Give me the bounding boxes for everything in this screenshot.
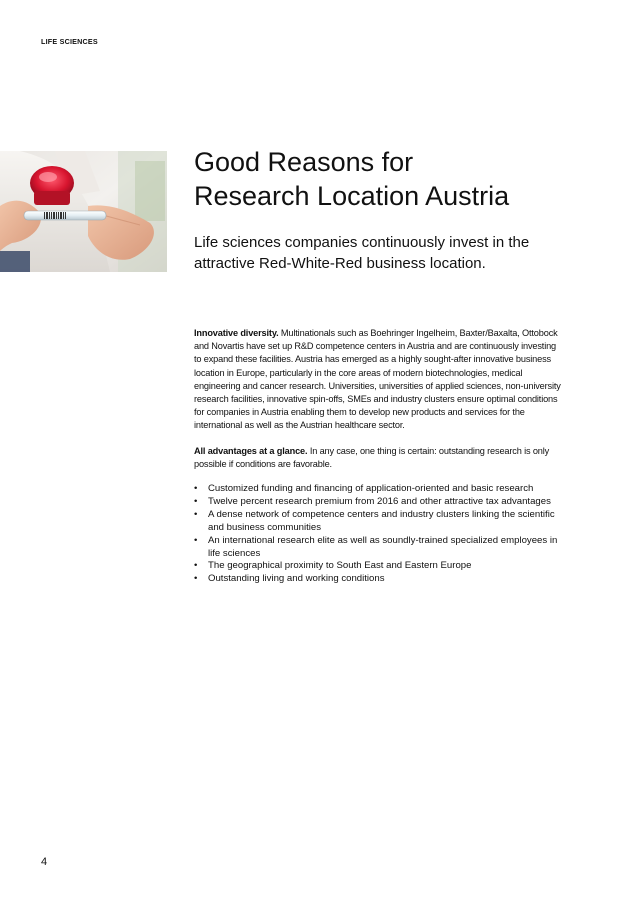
- paragraph-heading: All advantages at a glance.: [194, 445, 308, 456]
- page-title: [194, 145, 614, 213]
- list-item: • The geographical proximity to South East and Eastern Europe: [194, 560, 564, 573]
- paragraph-heading: Innovative diversity.: [194, 328, 279, 338]
- body-text: [194, 327, 564, 586]
- subtitle-line-2: attractive Red-White-Red business location.: [194, 255, 486, 272]
- section-label: LIFE SCIENCES: [41, 37, 98, 46]
- paragraph-text: In any case, one thing is certain: outstanding research is only possible if conditions are favorable.: [194, 445, 550, 469]
- subtitle-line-1: Life sciences companies continuously invest in the: [194, 234, 530, 251]
- list-item: • Twelve percent research premium from 2016 and other attractive tax advantages: [194, 496, 564, 509]
- paragraph-advantages: [194, 445, 564, 471]
- page-number: 4: [41, 856, 48, 868]
- paragraph-text: Multinationals such as Boehringer Ingelheim, Baxter/Baxalta, Ottobock and Novartis have set up R&D competence centers in Austria and are continuously investing to expand these facilities. Austria has emerged as a highly sought-after innovative business location in Europe, particularly in the core areas of modern biotechnologies, medical engineering and cancer research. Universities, universities of applied sciences, non-university research facilities, innovative spin-offs, SMEs and industry clusters ensure optimal conditions for companies in Austria enabling them to develop new products and services for the international as well as the Austrian healthcare sector.: [194, 328, 561, 431]
- page-subtitle: [194, 232, 554, 274]
- paragraph-innovative-diversity: [194, 327, 564, 433]
- title-line-2: Research Location Austria: [194, 181, 510, 211]
- list-item: • A dense network of competence centers and industry clusters linking the scientific and business communities: [194, 509, 564, 535]
- title-line-1: Good Reasons for: [194, 147, 414, 177]
- list-item: • Outstanding living and working conditions: [194, 573, 564, 586]
- list-item: • An international research elite as well as soundly-trained specialized employees in life sciences: [194, 535, 564, 561]
- lab-photo: [0, 151, 167, 272]
- list-item: • Customized funding and financing of application-oriented and basic research: [194, 483, 564, 496]
- advantages-list: [194, 483, 564, 586]
